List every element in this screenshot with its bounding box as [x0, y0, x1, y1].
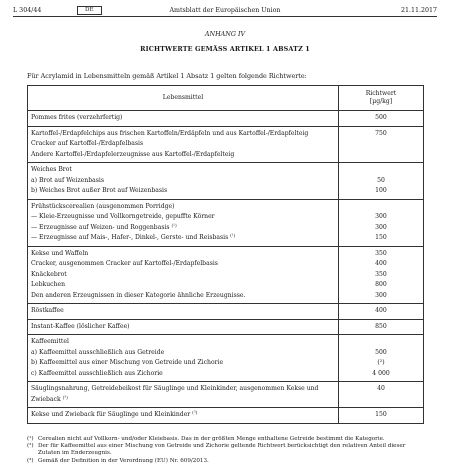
row-line: Säuglingsnahrung, Getreidebeikost für Säuglinge und Kleinkinder, ausgenommen Kekse und Zwieback $^{(^3)}$	[31, 385, 319, 403]
row-value: 150	[339, 408, 424, 424]
header-value-unit: [µg/kg]	[369, 98, 393, 105]
intro-text: Für Acrylamid in Lebensmitteln gemäß Artikel 1 Absatz 1 gelten folgende Richtwerte:	[27, 72, 307, 80]
row-label	[28, 199, 339, 246]
annex-heading: RICHTWERTE GEMÄSS ARTIKEL 1 ABSATZ 1	[140, 45, 310, 53]
table-row	[28, 163, 424, 200]
row-line: Cracker, ausgenommen Cracker auf Kartoffel-/Erdapfelbasis	[31, 260, 218, 267]
row-line: Kaffeemittel	[31, 338, 69, 345]
header-rule	[13, 16, 437, 17]
footnote-text: Gemäß der Definition in der Verordnung (EU) Nr. 609/2013.	[38, 457, 209, 464]
footnote-mark: (¹)	[27, 436, 34, 442]
row-line: — Kleie-Erzeugnisse und Vollkorngetreide, gepuffte Körner	[31, 213, 215, 220]
table-row	[28, 304, 424, 320]
row-value-line: 300	[375, 223, 387, 231]
row-value-line: 150	[375, 234, 387, 241]
table-header-row	[28, 86, 424, 111]
row-label	[28, 163, 339, 200]
footnote-text: Cerealien nicht auf Vollkorn- und/oder Kleiebasis. Das in der größten Menge enthaltene Getreide bestimmt die Kategorie.	[38, 436, 385, 442]
footnote-ref: (³)	[192, 411, 198, 416]
row-value	[339, 335, 424, 382]
row-value-line: 300	[375, 291, 387, 299]
row-value-line: 400	[375, 260, 387, 267]
row-value-line: 500	[375, 348, 387, 356]
header-value	[339, 86, 424, 111]
footnote-mark: (³)	[27, 457, 34, 464]
footnote	[27, 443, 423, 457]
footnote	[27, 436, 423, 443]
annex-label: ANHANG IV	[204, 30, 246, 38]
header-value-label: Richtwert	[365, 90, 397, 97]
footnote-ref: (³)	[62, 395, 68, 401]
row-line: Frühstückscerealien (ausgenommen Porridge)	[31, 202, 175, 210]
journal-title: Amtsblatt der Europäischen Union	[169, 6, 281, 14]
row-line: Cracker auf Kartoffel-/Erdapfelbasis	[31, 140, 144, 147]
row-label: Kekse und Zwieback für Säuglinge und Kleinkinder $^{(^3)}$	[28, 408, 339, 424]
row-line: a) Brot auf Weizenbasis	[31, 176, 104, 184]
table-row	[28, 126, 424, 163]
row-value	[339, 126, 424, 163]
row-line: Andere Kartoffel-/Erdapfelerzeugnisse aus Kartoffel-/Erdapfelteig	[31, 150, 235, 158]
row-value	[339, 163, 424, 200]
header-food: Lebensmittel	[28, 86, 339, 111]
row-line: b) Kaffeemittel aus einer Mischung von Getreide und Zichorie	[31, 359, 224, 366]
row-label	[28, 382, 339, 408]
row-value: 40	[339, 382, 424, 408]
row-value: 400	[339, 304, 424, 320]
page-reference: L 304/44	[13, 6, 42, 14]
row-line: — Erzeugnisse auf Mais-, Hafer-, Dinkel-, Gerste- und Reisbasis $^{(^1)}$	[31, 234, 236, 241]
row-value-line: 750	[375, 129, 387, 137]
row-value-line: 800	[375, 281, 387, 288]
row-value-line: 4 000	[372, 369, 390, 377]
row-value-line: 100	[375, 187, 387, 194]
publication-date: 21.11.2017	[400, 6, 437, 14]
footnote	[27, 458, 423, 465]
row-value-line: (²)	[377, 359, 385, 366]
row-label: Röstkaffee	[28, 304, 339, 320]
benchmark-table	[27, 85, 423, 424]
row-label	[28, 246, 339, 304]
row-line: c) Kaffeemittel ausschließlich aus Zichorie	[31, 369, 163, 377]
row-value	[339, 199, 424, 246]
row-line: Knäckebrot	[31, 270, 67, 278]
row-label: Pommes frites (verzehrfertig)	[28, 111, 339, 127]
row-value: 500	[339, 111, 424, 127]
row-line: Den anderen Erzeugnissen in dieser Kategorie ähnliche Erzeugnisse.	[31, 291, 246, 299]
footnotes	[27, 436, 423, 465]
row-line: — Erzeugnisse auf Weizen- und Roggenbasis $^{(^1)}$	[31, 223, 177, 231]
row-value: 850	[339, 319, 424, 335]
table-row	[28, 246, 424, 304]
row-line: Kekse und Waffeln	[31, 249, 89, 257]
row-line: b) Weiches Brot außer Brot auf Weizenbasis	[31, 187, 168, 194]
footnote-ref: (¹)	[171, 223, 177, 229]
row-value-line: 300	[375, 213, 387, 220]
row-line: a) Kaffeemittel ausschließlich aus Getreide	[31, 348, 165, 356]
table-row	[28, 335, 424, 382]
table-row	[28, 319, 424, 335]
table-row	[28, 408, 424, 424]
row-line: Kartoffel-/Erdapfelchips aus frischen Kartoffeln/Erdäpfeln und aus Kartoffel-/Erdapfelteig	[31, 129, 309, 137]
row-value-line: 350	[375, 270, 387, 278]
table-row	[28, 382, 424, 408]
row-label	[28, 335, 339, 382]
row-label: Instant-Kaffee (löslicher Kaffee)	[28, 319, 339, 335]
table-row	[28, 111, 424, 127]
table-row	[28, 199, 424, 246]
footnote-mark: (²)	[27, 443, 34, 450]
row-label	[28, 126, 339, 163]
footnote-text: Der für Kaffeemittel aus einer Mischung von Getreide und Zichorie geltende Richtwert berücksichtigt den relativen Anteil dieser Zutaten im Enderzeugnis.	[38, 443, 406, 457]
footnote-ref: (¹)	[230, 234, 236, 239]
row-value	[339, 246, 424, 304]
row-value-line: 50	[377, 176, 385, 184]
row-line: Weiches Brot	[31, 166, 72, 173]
language-badge: DE	[77, 6, 102, 15]
row-value-line: 350	[375, 249, 387, 257]
journal-header	[13, 4, 437, 16]
row-line: Lebkuchen	[31, 281, 66, 288]
